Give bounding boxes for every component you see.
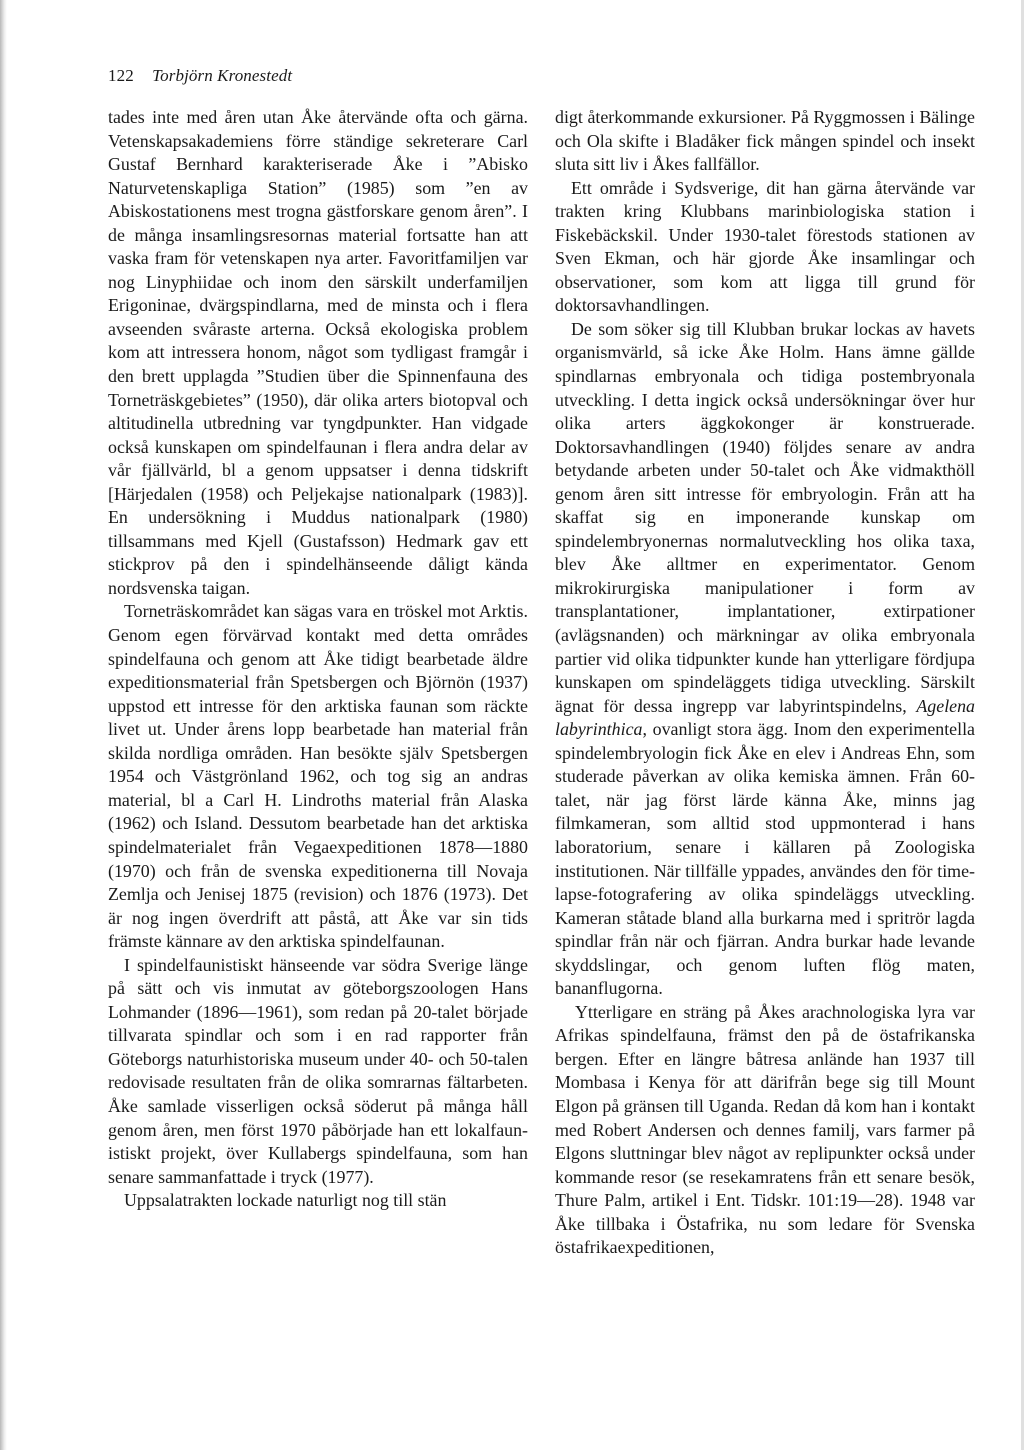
- scan-left-edge: [0, 0, 7, 1450]
- page-number: 122: [108, 66, 134, 85]
- right-column: [555, 106, 975, 1260]
- paragraph: Ett område i Sydsverige, dit han gärna återvände var trakten kring Klubbans marinbiologiska station i Fiskebäckskil. Under 1930-talet förestods stationen av Sven Ekman, och här gjorde Åke insamlingar och observationer, som kom att ligga till grund för doktorsavhandlingen.: [555, 177, 975, 316]
- author-name: Torbjörn Kronestedt: [152, 66, 293, 85]
- paragraph: Uppsalatrakten lockade naturligt nog till stän: [124, 1190, 447, 1211]
- running-head: [108, 66, 292, 86]
- paragraph: I spindelfaunistiskt hänseende var södra Sverige länge på sätt och vis inmutat av göteborgszoologen Hans Lohmander (1896—1961), som redan på 20-talet började tillvarata spindlar och som i en rad rapporter från Göteborgs naturhistoriska museum under 40- och 50-talen redovisade resultaten från de olika somrarnas fältarbeten. Åke samlade visserligen också söderut på många håll genom åren, men först 1970 påbörjade han ett lokalfaunistiskt projekt, över Kullabergs spindelfauna, som han senare sammanfattade i tryck (1977).: [108, 954, 528, 1187]
- paragraph-text: De som söker sig till Klubban brukar lockas av havets organismvärld, så icke Åke Holm. Hans ämne gällde spindlarnas embryonala och tidiga postembryonala utveckling. I detta ingick också undersökningar över hur olika arters äggkokonger är konstruerade. Doktorsavhandlingen (1940) följdes senare av andra betydande arbeten under 50-talet och Åke vidmakthöll genom åren sitt intresse för embryologin. Från att ha skaffat sig en imponerande kunskap om spindelembryonernas normalutveckling hos olika taxa, blev Åke alltmer en experimentator. Genom mikrokirurgiska manipulationer i form av transplantationer, implantationer, extirpationer (avlägsnanden) och märkningar av olika embryonala partier vid olika tidpunkter kunde han ytterligare fördjupa kunskapen om spindeläggets tidiga utveckling. Särskilt ägnat för dessa ingrepp var labyrintspindelns,: [555, 318, 975, 716]
- paragraph: digt återkommande exkursioner. På Ryggmossen i Bälinge och Ola skifte i Bladåker fick mången spindel och insekt sluta sitt liv i Åkes fallfällor.: [555, 107, 975, 175]
- paragraph: Ytterligare en sträng på Åkes arachnologiska lyra var Afrikas spindelfauna, främst den på de östafrikanska bergen. Efter en längre båtresa anlände han 1937 till Mombasa i Kenya för att därifrån bege sig till Mount Elgon på gränsen till Uganda. Redan då kom han i kontakt med Robert Andersen och dennes familj, vars farmer på Elgons sluttningar blev något av replipunkter också under kommande resor (se resekamratens från ett senare besök, Thure Palm, artikel i Ent. Tidskr. 101:19—28). 1948 var Åke tillbaka i Östafrika, nu som ledare för Svenska östafrikaexpeditionen,: [555, 1001, 975, 1258]
- paragraph: [555, 318, 975, 1001]
- species-name: Agelena labyrinthica: [555, 695, 975, 740]
- paragraph: tades inte med åren utan Åke återvände ofta och gärna. Vetenskapsakademiens förre ständige sekreterare Carl Gustaf Bernhard karakteriserade Åke i ”Abisko Naturvetenskapliga Station” (1985) som ”en av Abiskostationens mest trogna gästforskare genom åren”. I de många insamlingsresornas material fortsatte han att vaska fram för vetenskapen nya arter. Favoritfamiljen var nog Linyphiidae och inom den särskilt underfamiljen Erigoninae, dvärgspindlarna, med de minsta och i flera avseenden svåraste arterna. Också ekologiska problem kom att intressera honom, något som tydligast framgår i den brett upplagda ”Studien über die Spinnenfauna des Torneträskgebietes” (1950), där olika arters biotopval och altitudinella utbredning var tyngdpunkter. Han vidgade också kunskapen om spindelfaunan i flera andra delar av vår fjällvärld, bl a genom uppsatser i denna tidskrift [Härjedalen (1958) och Peljekajse nationalpark (1983)]. En undersökning i Muddus nationalpark (1980) tillsammans med Kjell (Gustafsson) Hedmark gav ett stickprov på den i spindelhänseende dåligt kända nordsvenska taigan.: [108, 107, 528, 598]
- paragraph: Torneträskområdet kan sägas vara en tröskel mot Arktis. Genom egen förvärvad kontakt med detta områdes spindelfauna och genom att Åke tidigt bearbetade äldre expeditionsmaterial från Spetsbergen och Björnön (1937) uppstod ett intresse för den arktiska faunan som räckte livet ut. Under årens lopp bearbetade han material från skilda nordliga områden. Han besökte själv Spetsbergen 1954 och Västgrönland 1962, och tog sig an andras material, bl a Carl H. Lindroths material från Alaska (1962) och Island. Dessutom bearbetade han det arktiska spindelmaterialet från Vegaexpeditionen 1878—1880 (1970) och från de svenska expeditionerna till Novaja Zemlja och Jenisej 1875 (revision) och 1876 (1973). Det är nog ingen överdrift att påstå, att Åke var sin tids främste kännare av den arktiska spindelfaunan.: [108, 601, 528, 952]
- left-column: [108, 106, 528, 1213]
- paragraph-text: , ovanligt stora ägg. Inom den experimentella spindelembryologin fick Åke en elev i Andreas Ehn, som studerade påverkan av olika kemiska ämnen. Från 60-talet, när jag först lärde känna Åke, minns jag filmkameran, som alltid stod uppmonterad i hans laboratorium, senare i källaren på Zoologiska institutionen. När tillfälle yppades, användes den för time-lapse-fotografering av olika spindeläggs utveckling. Kameran ståtade bland alla burkarna med i spritrör lagda spindlar från när och fjärran. Andra burkar hade levande skyddslingar, och genom luften flög maten, bananflugorna.: [555, 719, 975, 999]
